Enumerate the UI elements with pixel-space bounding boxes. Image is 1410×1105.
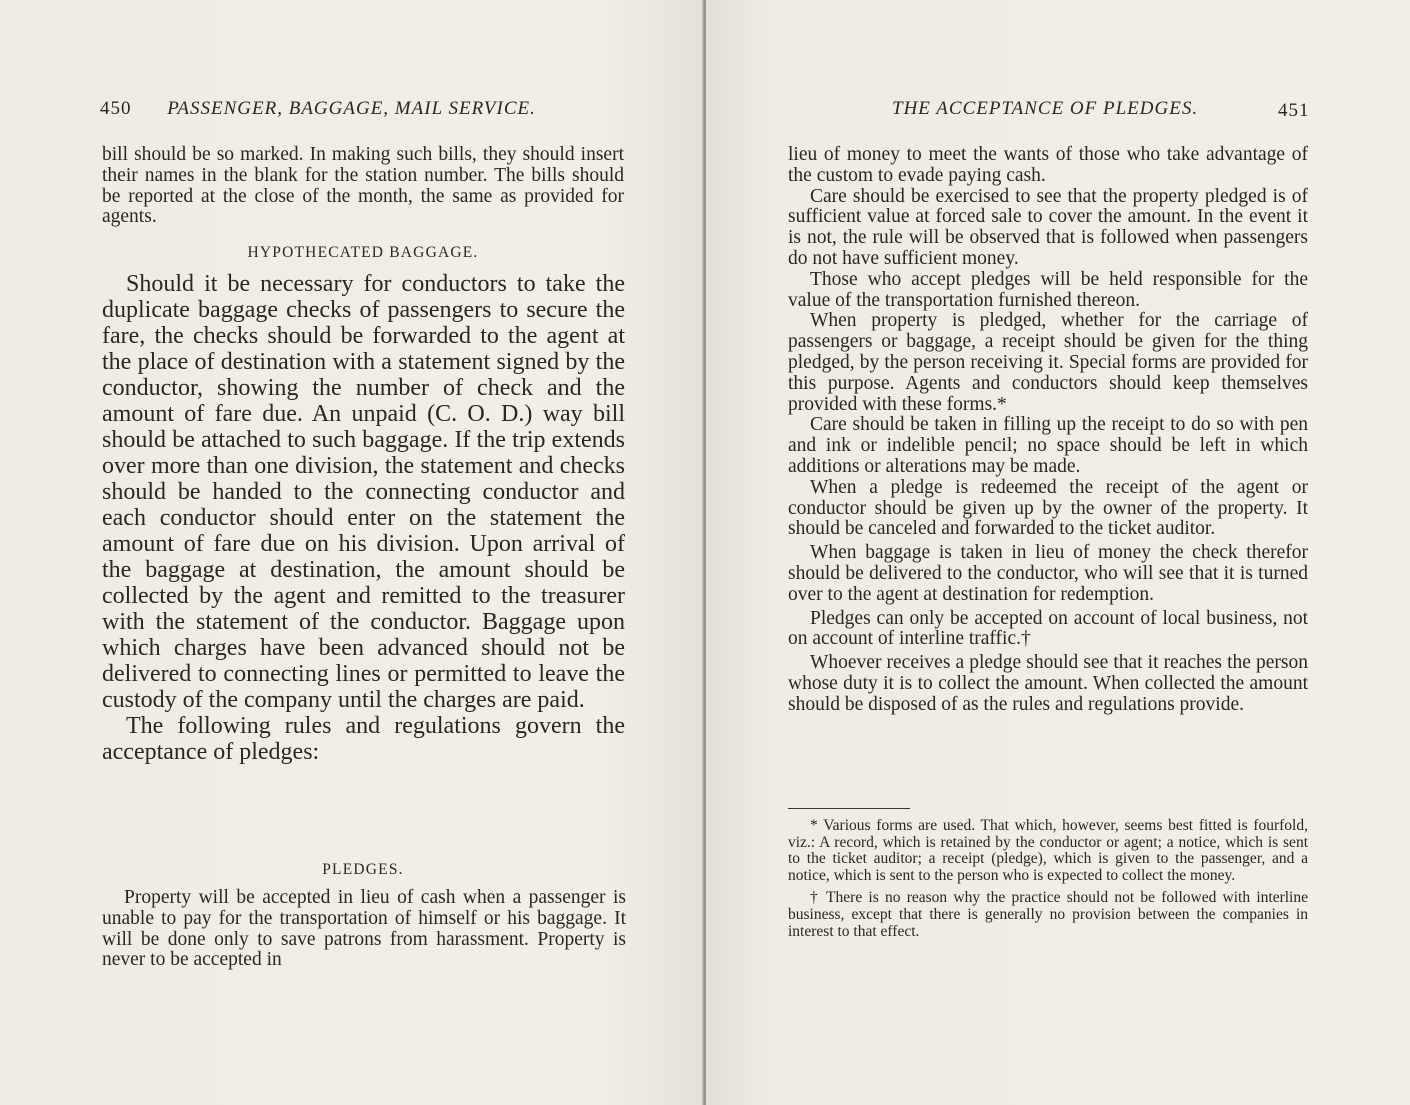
right-paragraph-3: Those who accept pledges will be held responsible for the value of the transportation furnished thereon.	[788, 268, 1308, 311]
right-page-number: 451	[1278, 100, 1310, 121]
right-paragraph-9: Whoever receives a pledge should see that it reaches the person whose duty it is to collect the amount. When collected the amount should be disposed of as the rules and regulations provide.	[788, 652, 1308, 715]
left-page-header	[100, 98, 536, 120]
hypothecated-block	[102, 271, 625, 765]
right-paragraph-8: Pledges can only be accepted on account of local business, not on account of interline traffic.†	[788, 607, 1308, 650]
footnotes	[788, 818, 1308, 940]
right-paragraph-6: When a pledge is redeemed the receipt of the agent or conductor should be given up by the owner of the property. It should be canceled and forwarded to the ticket auditor.	[788, 476, 1308, 540]
left-page-number: 450	[100, 98, 132, 119]
left-page	[0, 0, 704, 1105]
footnote-1: * Various forms are used. That which, however, seems best fitted is fourfold, viz.: A record, which is retained by the conductor or agent; a notice, which is sent to the ticket auditor; a receipt (pledge), which is given to the passenger, and a notice, which is sent to the person who is expected to collect the money.	[788, 817, 1308, 884]
pledges-block	[102, 888, 626, 971]
section-heading-hypothecated: HYPOTHECATED BAGGAGE.	[247, 244, 479, 261]
right-running-head: THE ACCEPTANCE OF PLEDGES.	[892, 98, 1199, 119]
right-body	[788, 145, 1308, 716]
footnote-2: † There is no reason why the practice should not be followed with interline business, except that there is generally no provision between the companies in interest to that effect.	[788, 889, 1308, 940]
left-intro-block	[102, 145, 624, 228]
intro-paragraph: bill should be so marked. In making such bills, they should insert their names in the blank for the station number. The bills should be reported at the close of the month, the same as provided for agents.	[102, 144, 624, 228]
right-paragraph-2: Care should be exercised to see that the property pledged is of sufficient value at forced sale to cover the amount. In the event it is not, the rule will be observed that is followed when passengers do not have sufficient money.	[788, 185, 1308, 269]
right-paragraph-5: Care should be taken in filling up the receipt to do so with pen and ink or indelible pencil; no space should be left in which additions or alterations may be made.	[788, 414, 1308, 477]
section-heading-pledges: PLEDGES.	[322, 861, 404, 878]
rules-paragraph: The following rules and regulations govern the acceptance of pledges:	[102, 713, 625, 765]
right-paragraph-7: When baggage is taken in lieu of money the check therefor should be delivered to the conductor, who will see that it is turned over to the agent at destination for redemption.	[788, 542, 1308, 605]
pledges-paragraph: Property will be accepted in lieu of cash when a passenger is unable to pay for the transportation of himself or his baggage. It will be done only to save patrons from harassment. Property is never to be accepted in	[102, 887, 626, 971]
right-page	[706, 0, 1410, 1105]
left-running-head: PASSENGER, BAGGAGE, MAIL SERVICE.	[167, 98, 536, 119]
right-paragraph-4: When property is pledged, whether for the carriage of passengers or baggage, a receipt should be given for the thing pledged, by the person receiving it. Special forms are provided for this purpose. Agents and conductors should keep themselves provided with these forms.*	[788, 310, 1308, 415]
right-page-header	[892, 98, 1312, 120]
right-paragraph-1: lieu of money to meet the wants of those who take advantage of the custom to evade paying cash.	[788, 144, 1308, 186]
hypothecated-paragraph: Should it be necessary for conductors to take the duplicate baggage checks of passengers to secure the fare, the checks should be forwarded to the agent at the place of destination with a statement signed by the conductor, showing the number of check and the amount of fare due. An unpaid (C. O. D.) way bill should be attached to such baggage. If the trip extends over more than one division, the statement and checks should be handed to the connecting conductor and each conductor should enter on the statement the amount of fare due on his division. Upon arrival of the baggage at destination, the amount should be collected by the agent and remitted to the treasurer with the statement of the conductor. Baggage upon which charges have been advanced should not be delivered to connecting lines or permitted to leave the custody of the company until the charges are paid.	[102, 271, 625, 713]
footnote-rule	[788, 808, 910, 809]
